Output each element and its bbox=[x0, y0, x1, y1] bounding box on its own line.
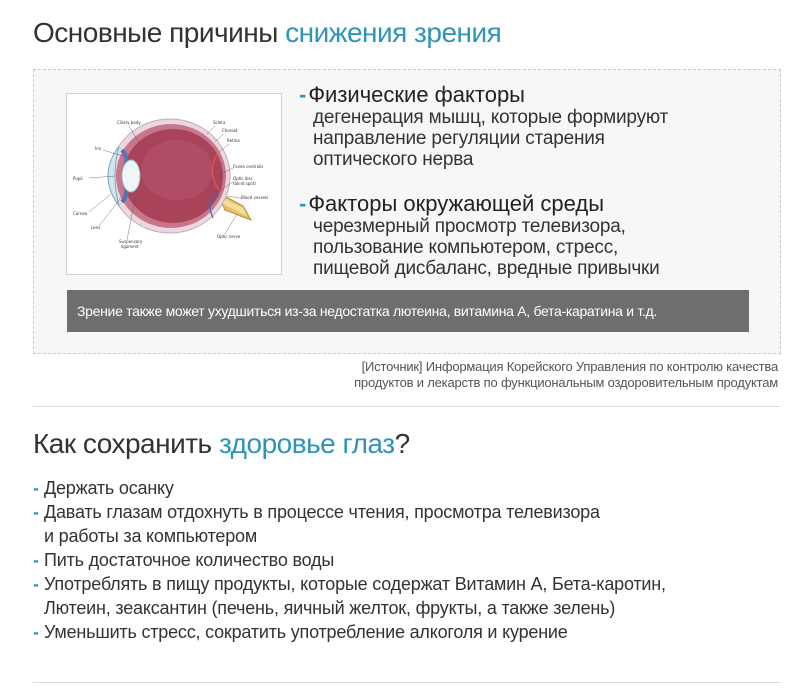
factor-line: направление регуляции старения bbox=[313, 128, 605, 149]
section-title-suffix: ? bbox=[394, 428, 410, 459]
causes-panel bbox=[33, 69, 781, 354]
factor-environment bbox=[299, 192, 660, 279]
section-title-accent: здоровье глаз bbox=[218, 428, 395, 459]
section-title bbox=[33, 428, 410, 460]
dash-marker: - bbox=[33, 574, 39, 594]
source-line: продуктов и лекарств по функциональным оздоровительным продуктам bbox=[354, 375, 778, 390]
dash-marker: - bbox=[33, 622, 39, 642]
dash-marker: - bbox=[33, 478, 39, 498]
section-divider bbox=[33, 406, 781, 407]
tip-text: Пить достаточное количество воды bbox=[44, 550, 335, 570]
list-item bbox=[33, 572, 666, 620]
factor-line: пользование компьютером, стресс, bbox=[313, 237, 619, 258]
label-pupil: Pupil bbox=[73, 176, 83, 181]
factor-heading bbox=[299, 192, 660, 216]
label-optic-nerve: Optic nerve bbox=[217, 234, 241, 239]
bottom-divider bbox=[33, 682, 781, 683]
dash-marker: - bbox=[33, 502, 39, 522]
label-sclera: Sclera bbox=[213, 120, 226, 125]
label-blood-vessels: Blood vessels bbox=[241, 195, 269, 200]
label-blind-spot: (blind spot) bbox=[233, 181, 256, 186]
page-title-prefix: Основные причины bbox=[33, 17, 286, 48]
factor-heading bbox=[299, 83, 668, 107]
eye-diagram bbox=[66, 93, 282, 275]
factor-heading-text: Физические факторы bbox=[308, 82, 525, 107]
page-title bbox=[33, 17, 501, 49]
source-line: [Источник] Информация Корейского Управления по контролю качества bbox=[361, 359, 778, 374]
list-item bbox=[33, 500, 666, 548]
tip-text: Держать осанку bbox=[44, 478, 174, 498]
tip-text: Уменьшить стресс, сократить употребление алкоголя и курение bbox=[44, 622, 568, 642]
factor-line: черезмерный просмотр телевизора, bbox=[313, 216, 626, 237]
label-cornea: Cornea bbox=[73, 211, 88, 216]
label-suspensory: Suspensory bbox=[119, 239, 143, 244]
factor-physical bbox=[299, 83, 668, 170]
label-choroid: Choroid bbox=[222, 128, 238, 133]
factor-line: пищевой дисбаланс, вредные привычки bbox=[313, 258, 660, 279]
dash-marker: - bbox=[299, 82, 307, 107]
label-lens: Lens bbox=[91, 225, 101, 230]
source-citation bbox=[354, 359, 778, 391]
page-title-accent: снижения зрения bbox=[285, 17, 502, 48]
tip-text: Давать глазам отдохнуть в процессе чтения, просмотра телевизора и работы за компьютером bbox=[44, 502, 600, 546]
eye-care-tips-list bbox=[33, 476, 666, 644]
label-iris: Iris bbox=[95, 146, 102, 151]
label-ligament: ligament bbox=[121, 244, 139, 249]
label-optic-disc: Optic disc bbox=[233, 176, 253, 181]
label-ciliary-body: Ciliary body bbox=[117, 120, 141, 125]
lens-shape bbox=[122, 160, 140, 192]
tip-text: Употреблять в пищу продукты, которые содержат Витамин А, Бета-каротин, Лютеин, зеаксантин (печень, яичный желток, фрукты, а также зелень) bbox=[44, 574, 666, 618]
label-fovea: Fovea centralis bbox=[233, 164, 264, 169]
factor-heading-text: Факторы окружающей среды bbox=[308, 191, 605, 216]
list-item bbox=[33, 476, 666, 500]
factor-line: дегенерация мышц, которые формируют bbox=[313, 107, 669, 128]
eye-anatomy-illustration bbox=[67, 94, 281, 274]
dash-marker: - bbox=[299, 191, 307, 216]
list-item bbox=[33, 620, 666, 644]
dash-marker: - bbox=[33, 550, 39, 570]
factor-line: оптического нерва bbox=[313, 149, 474, 170]
nutrient-note-banner: Зрение также может ухудшиться из-за недостатка лютеина, витамина А, бета-каратина и т.д. bbox=[67, 290, 749, 332]
list-item bbox=[33, 548, 666, 572]
label-retina: Retina bbox=[227, 138, 240, 143]
section-title-prefix: Как сохранить bbox=[33, 428, 219, 459]
